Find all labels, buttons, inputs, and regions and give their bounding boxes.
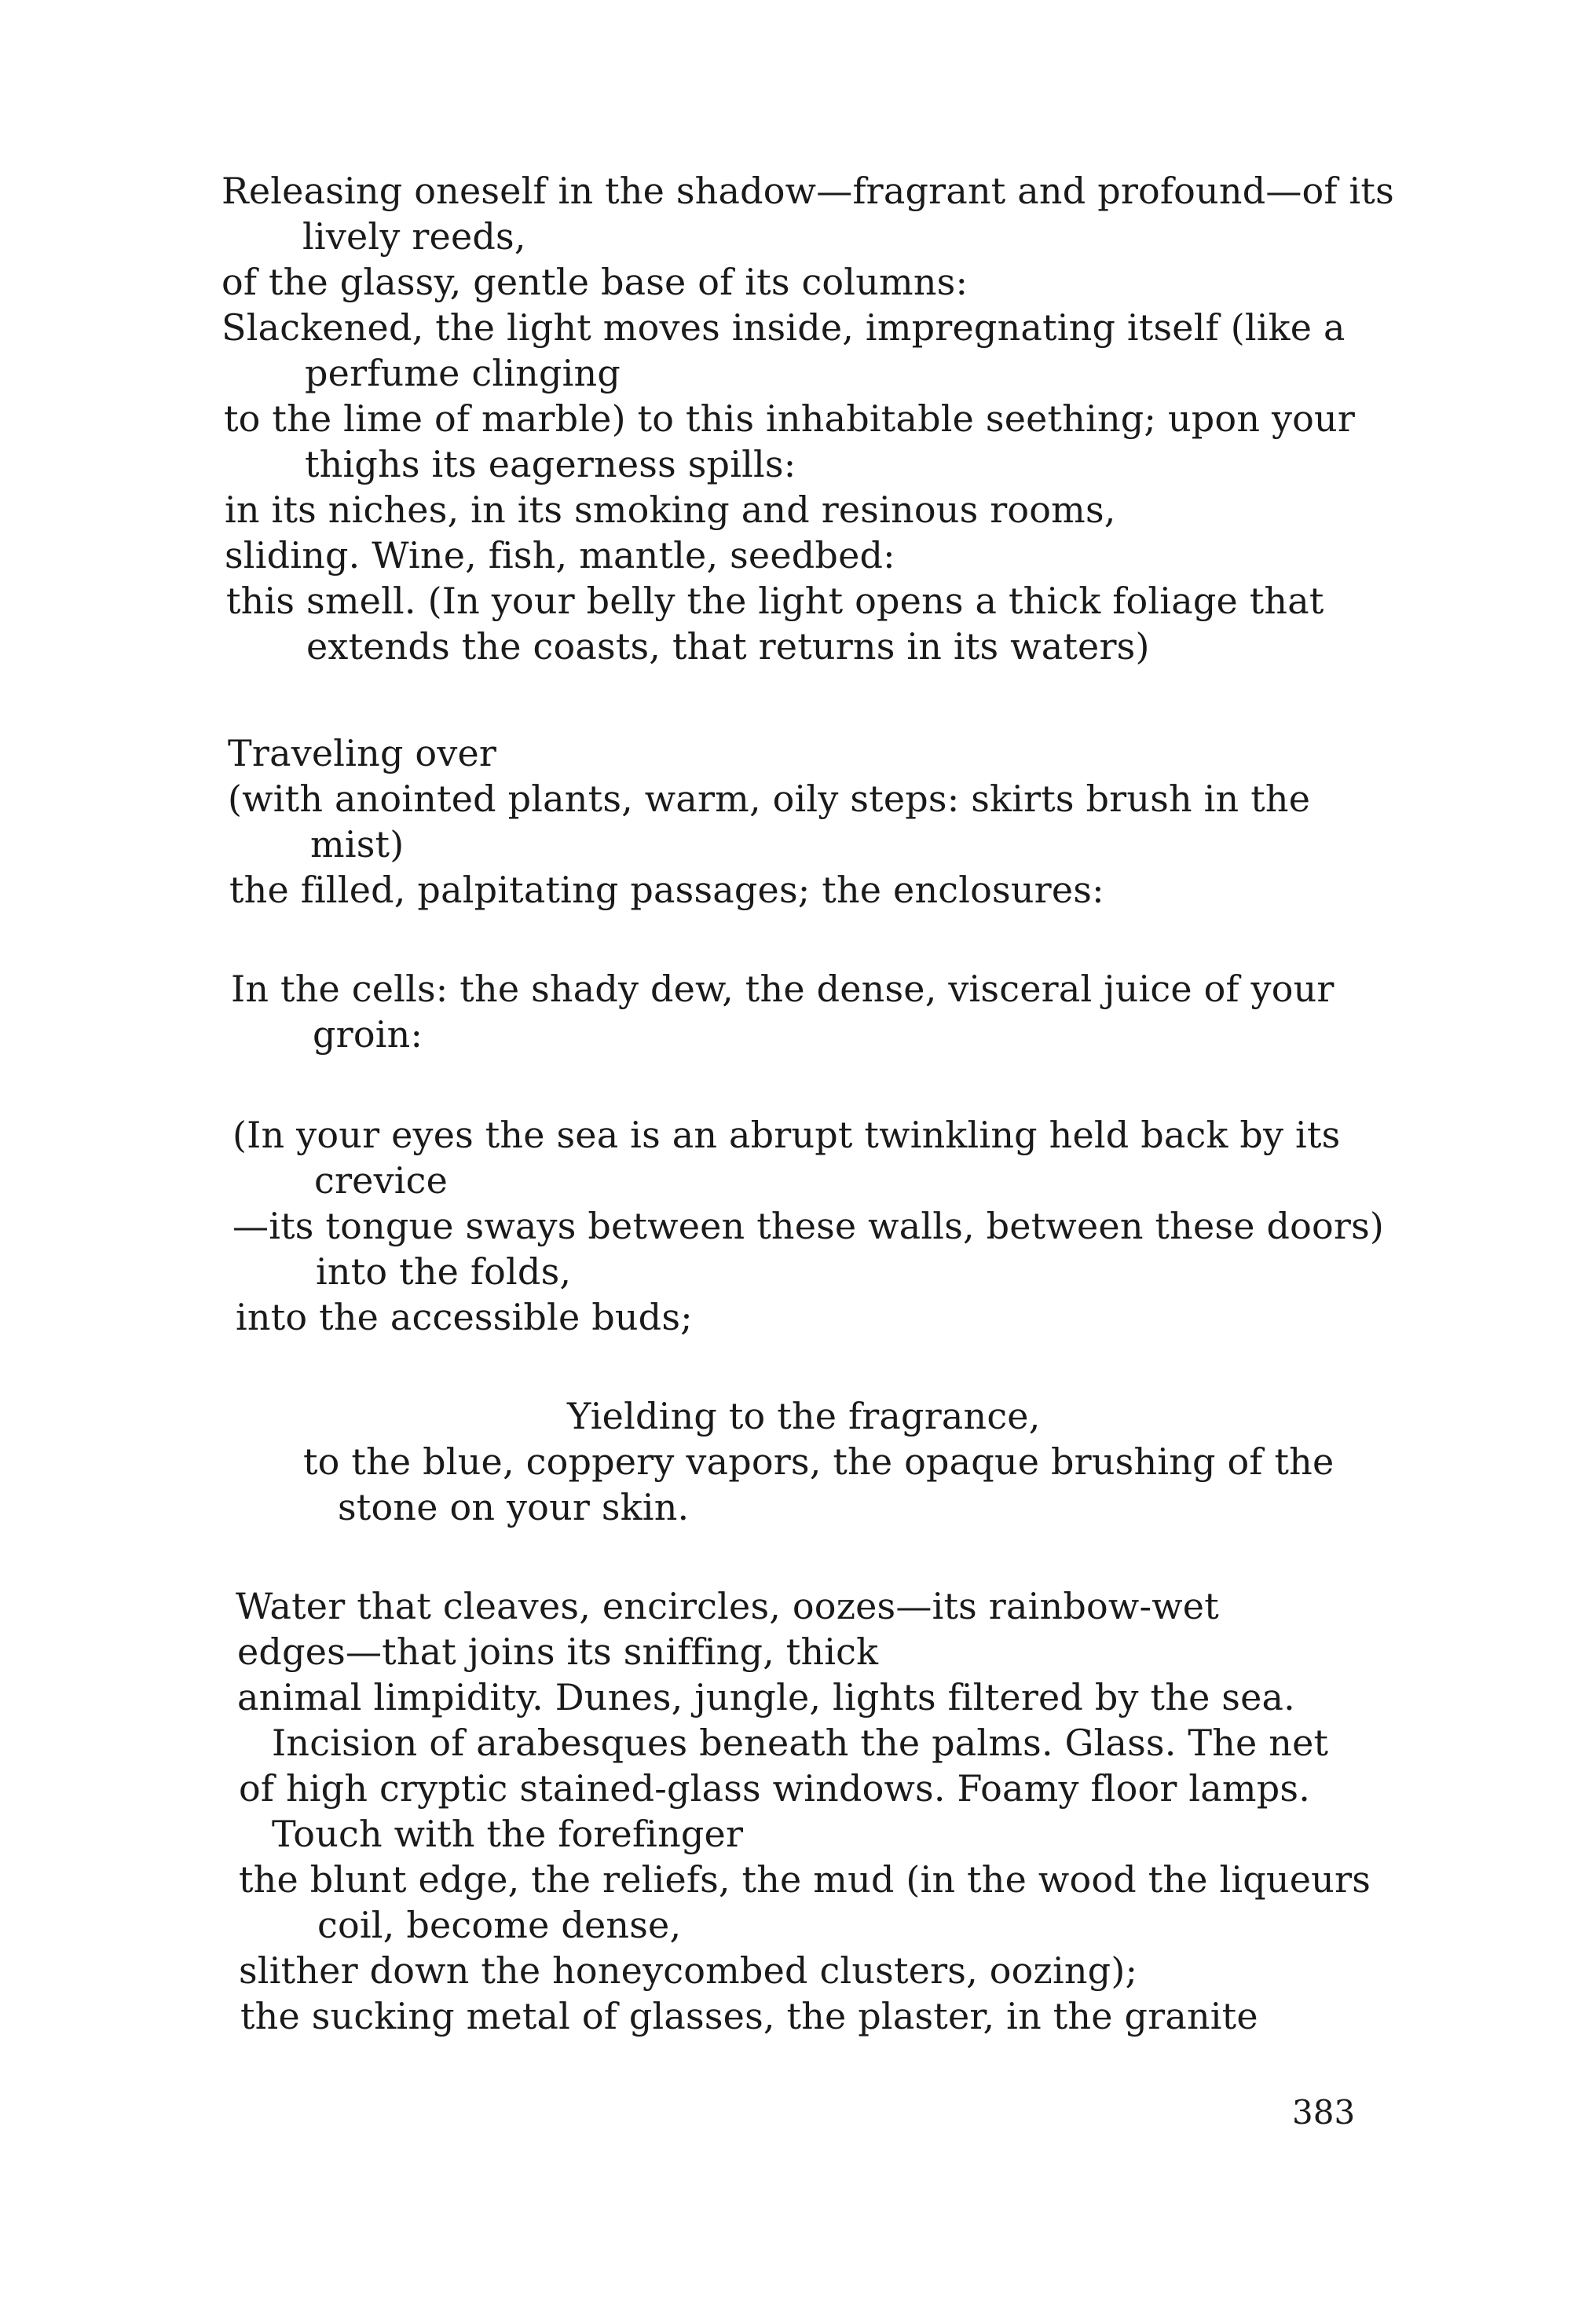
poem-line: thighs its eagerness spills: — [305, 443, 796, 485]
poem-line: stone on your skin. — [338, 1486, 690, 1528]
poem-line: (with anointed plants, warm, oily steps: skirts brush in the — [228, 778, 1311, 820]
poem-line: lively reeds, — [302, 215, 526, 258]
poem-line: perfume clinging — [305, 352, 621, 394]
poem-line: in its niches, in its smoking and resinous rooms, — [225, 489, 1116, 531]
poem-line: the sucking metal of glasses, the plaster, in the granite — [240, 1995, 1258, 2037]
poem-line: Traveling over — [228, 732, 497, 774]
poem-line: coil, become dense, — [317, 1904, 682, 1946]
poem-line: the blunt edge, the reliefs, the mud (in the wood the liqueurs — [239, 1858, 1371, 1901]
poem-line: this smell. (In your belly the light opens a thick foliage that — [226, 580, 1324, 622]
poem-line: crevice — [314, 1159, 449, 1202]
poem-line: into the accessible buds; — [236, 1296, 693, 1338]
poem-line: into the folds, — [316, 1250, 572, 1293]
poem-line: the filled, palpitating passages; the enclosures: — [229, 869, 1104, 911]
poem-line: to the blue, coppery vapors, the opaque brushing of the — [303, 1440, 1335, 1483]
poem-line: to the lime of marble) to this inhabitable seething; upon your — [224, 397, 1356, 440]
poem-line: of the glassy, gentle base of its columns: — [222, 261, 968, 303]
poem-line: of high cryptic stained-glass windows. Foamy floor lamps. — [239, 1767, 1311, 1810]
poem-line: Water that cleaves, encircles, oozes—its rainbow-wet — [236, 1585, 1219, 1627]
poem-line: slither down the honeycombed clusters, oozing); — [239, 1949, 1138, 1992]
poem-line: In the cells: the shady dew, the dense, visceral juice of your — [231, 968, 1335, 1010]
poem-line: mist) — [310, 823, 405, 866]
poem-line: animal limpidity. Dunes, jungle, lights filtered by the sea. — [237, 1676, 1295, 1718]
poem-line: Touch with the forefinger — [272, 1813, 744, 1855]
poem-line: Yielding to the fragrance, — [567, 1395, 1041, 1437]
poem-line: —its tongue sways between these walls, between these doors) — [232, 1205, 1385, 1247]
page-number: 383 — [1292, 2093, 1356, 2132]
poem-line: sliding. Wine, fish, mantle, seedbed: — [225, 534, 895, 576]
poem-line: Incision of arabesques beneath the palms. Glass. The net — [272, 1722, 1329, 1764]
poem-line: groin: — [313, 1013, 423, 1056]
poem-line: edges—that joins its sniffing, thick — [237, 1630, 879, 1673]
poem-line: Releasing oneself in the shadow—fragrant and profound—of its — [222, 170, 1394, 212]
poem-line: Slackened, the light moves inside, impregnating itself (like a — [222, 306, 1346, 349]
poem-line: (In your eyes the sea is an abrupt twinkling held back by its — [232, 1114, 1341, 1156]
poem-line: extends the coasts, that returns in its waters) — [306, 625, 1150, 668]
